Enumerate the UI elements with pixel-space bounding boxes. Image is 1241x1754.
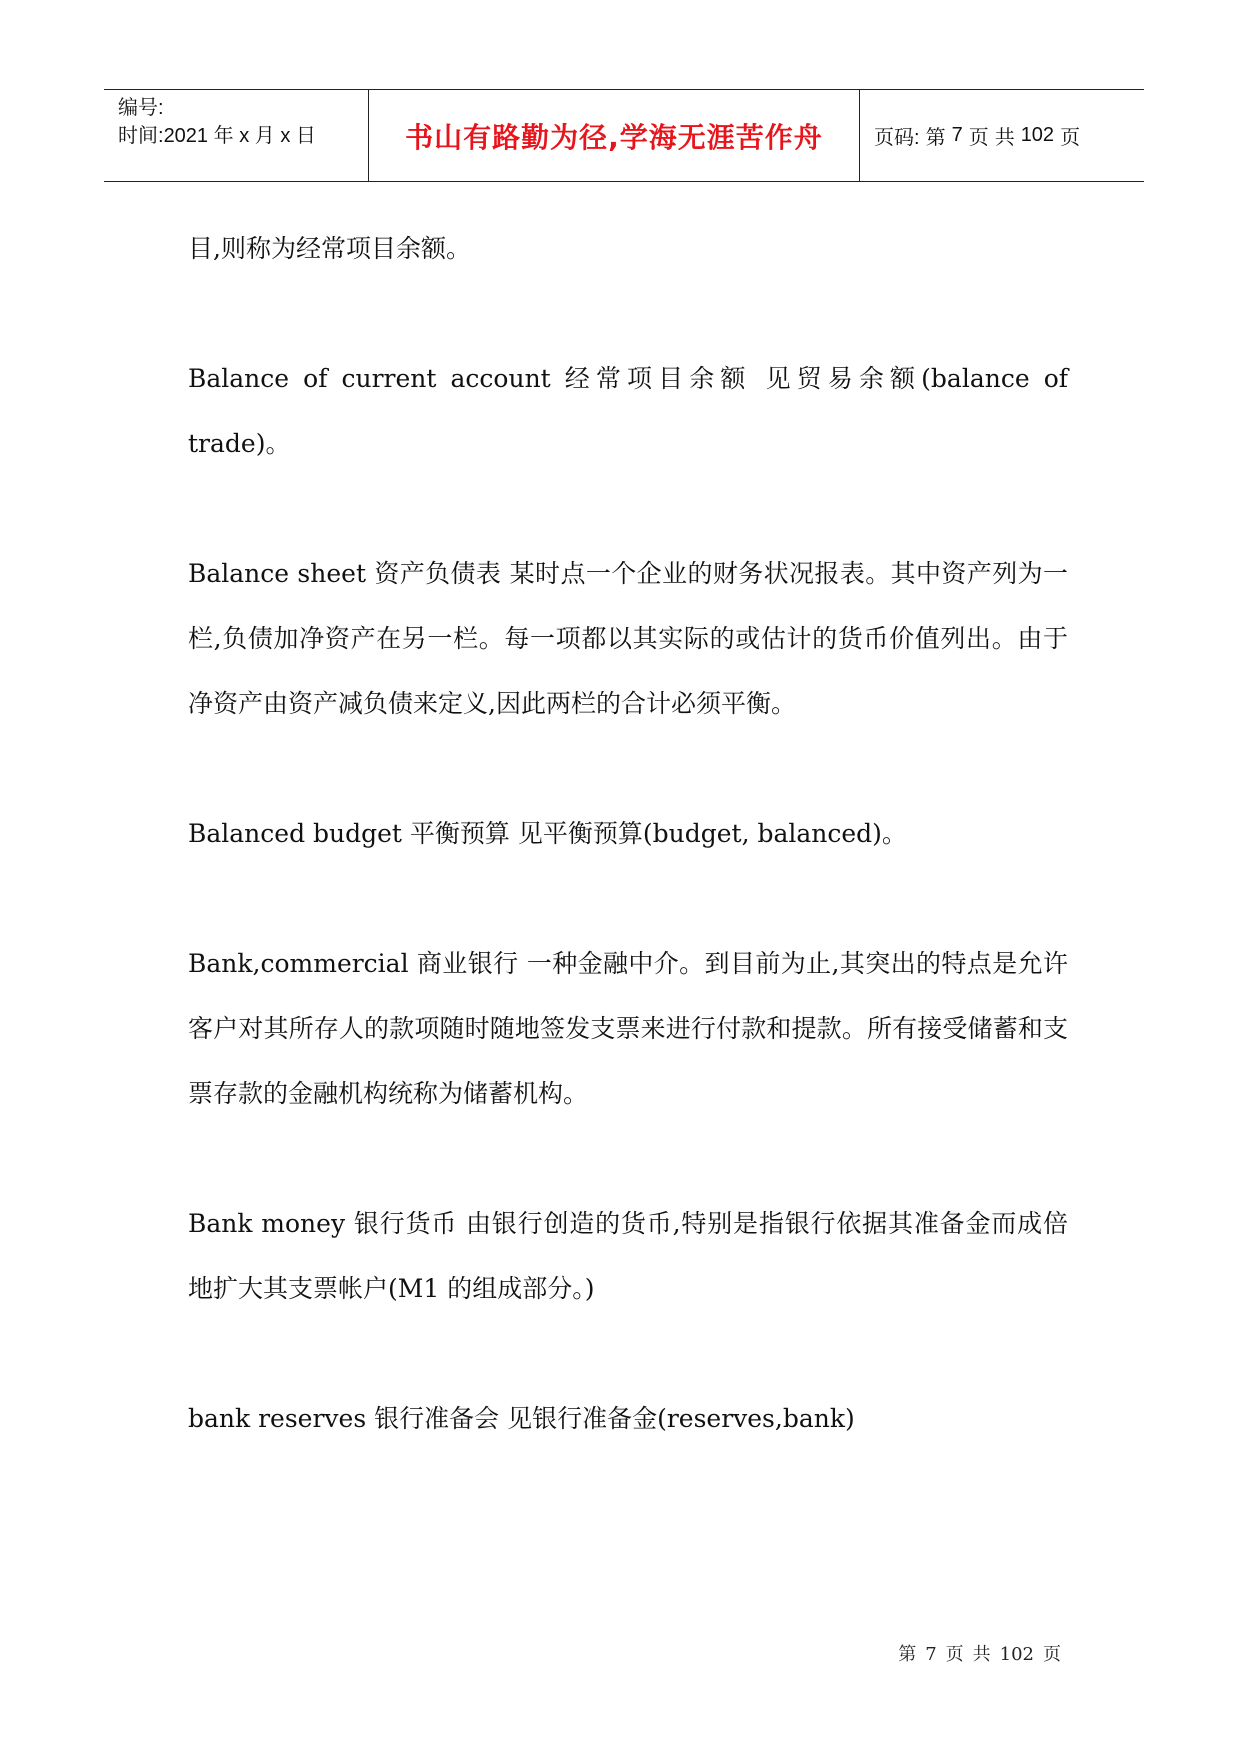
paragraph: Balance of current account 经常项目余额 见贸易余额(balance of trade)。 (188, 364, 1068, 458)
page-ye2: 页 (1060, 127, 1081, 149)
page-header (104, 89, 1144, 182)
page-total: 102 (1020, 124, 1055, 146)
time-line (118, 122, 368, 150)
time-day-unit: 日 (295, 125, 316, 147)
page-current: 7 (951, 124, 963, 146)
time-year-unit: 年 (213, 125, 234, 147)
page-di: 第 (925, 127, 946, 149)
paragraph: Balanced budget 平衡预算 见平衡预算(budget, balanced)。 (188, 819, 907, 848)
number-label: 编号: (118, 97, 164, 119)
time-month-unit: 月 (254, 125, 275, 147)
header-motto-cell (369, 90, 860, 181)
header-page-info (860, 90, 1144, 181)
paragraph: 目,则称为经常项目余额。 (188, 234, 471, 263)
footer-di: 第 (898, 1644, 917, 1665)
footer-total: 102 (999, 1644, 1034, 1665)
page-gong: 共 (994, 127, 1015, 149)
footer-ye2: 页 (1043, 1644, 1061, 1665)
page-label: 页码: (874, 127, 920, 149)
footer-current: 7 (925, 1644, 937, 1665)
paragraph: Bank,commercial 商业银行 一种金融中介。到目前为止,其突出的特点是允许客户对其所存人的款项随时随地签发支票来进行付款和提款。所有接受储蓄和支票存款的金融机构统称为储蓄机构。 (188, 949, 1068, 1108)
time-year: 2021 (163, 125, 209, 147)
time-day: x (280, 125, 291, 147)
footer-gong: 共 (972, 1644, 991, 1665)
footer-ye: 页 (945, 1644, 964, 1665)
time-month: x (239, 125, 250, 147)
page-ye: 页 (968, 127, 989, 149)
page-footer (0, 1640, 1241, 1666)
header-meta (104, 90, 369, 181)
time-label: 时间: (118, 125, 164, 147)
paragraph: bank reserves 银行准备会 见银行准备金(reserves,bank) (188, 1404, 855, 1433)
motto: 书山有路勤为径,学海无涯苦作舟 (405, 120, 823, 154)
paragraph: Balance sheet 资产负债表 某时点一个企业的财务状况报表。其中资产列为一栏,负债加净资产在另一栏。每一项都以其实际的或估计的货币价值列出。由于净资产由资产减负债来定义,因此两栏的合计必须平衡。 (188, 559, 1068, 718)
paragraph: Bank money 银行货币 由银行创造的货币,特别是指银行依据其准备金而成倍地扩大其支票帐户(M1 的组成部分。) (188, 1209, 1068, 1303)
document-body (188, 216, 1068, 1516)
